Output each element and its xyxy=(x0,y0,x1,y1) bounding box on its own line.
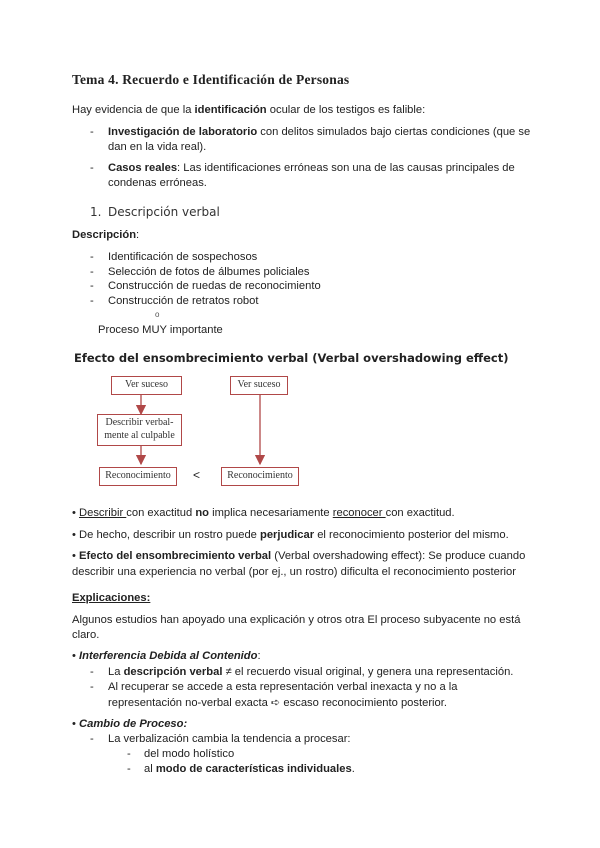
list-dash: - xyxy=(90,681,94,693)
list-dash: - xyxy=(90,251,94,263)
sub-list-dash: - xyxy=(127,763,131,775)
list-dash: - xyxy=(90,162,94,174)
desc-item: Construcción de retratos robot xyxy=(108,295,259,307)
interferencia-item-2: Al recuperar se accede a esta representación verbal inexacta y no a la xyxy=(108,681,458,693)
desc-item: Construcción de ruedas de reconocimiento xyxy=(108,280,321,292)
descripcion-heading: Descripción: xyxy=(72,229,140,241)
box-describir-line1: Describir verbal- xyxy=(105,417,174,428)
evidence-item-real-cont: condenas erróneas. xyxy=(108,177,207,189)
box-reconocimiento-left: Reconocimiento xyxy=(99,467,177,486)
bullet-efecto: • Efecto del ensombrecimiento verbal (Verbal overshadowing effect): Se produce cuando xyxy=(72,550,526,562)
evidence-item-lab-cont: dan en la vida real). xyxy=(108,141,207,153)
sub-bullet-marker: o xyxy=(155,310,160,319)
explicaciones-heading: Explicaciones: xyxy=(72,592,151,604)
box-describir-line2: mente al culpable xyxy=(104,429,175,441)
list-dash: - xyxy=(90,666,94,678)
cambio-sub-item-2: al modo de características individuales. xyxy=(144,763,355,775)
evidence-item-lab: Investigación de laboratorio con delitos simulados bajo ciertas condiciones (que se xyxy=(108,126,531,138)
box-describir xyxy=(97,414,182,446)
page-title: Tema 4. Recuerdo e Identificación de Personas xyxy=(72,72,350,87)
box-reconocimiento-right: Reconocimiento xyxy=(221,467,299,486)
important-note: Proceso MUY importante xyxy=(98,324,223,336)
comparison-symbol: < xyxy=(193,468,201,482)
desc-item: Selección de fotos de álbumes policiales xyxy=(108,266,310,278)
list-dash: - xyxy=(90,266,94,278)
box-ver-suceso-left: Ver suceso xyxy=(111,376,182,395)
intro-paragraph: Hay evidencia de que la identificación ocular de los testigos es falible: xyxy=(72,104,426,116)
bullet-efecto-cont: describir una experiencia no verbal (por ej., un rostro) dificulta el reconocimiento posterior xyxy=(72,566,516,578)
sub-list-dash: - xyxy=(127,748,131,760)
interferencia-item-1: La descripción verbal ≠ el recuerdo visual original, y genera una representación. xyxy=(108,666,514,678)
list-dash: - xyxy=(90,295,94,307)
desc-item: Identificación de sospechosos xyxy=(108,251,258,263)
section-title: Descripción verbal xyxy=(108,205,220,219)
interferencia-item-2-cont: representación no-verbal exacta ➪ escaso reconocimiento posterior. xyxy=(108,697,447,709)
box-ver-suceso-right: Ver suceso xyxy=(230,376,288,395)
section-number: 1. xyxy=(90,205,102,219)
evidence-item-real: Casos reales: Las identificaciones erróneas son una de las causas principales de xyxy=(108,162,515,174)
bullet-describir: • Describir con exactitud no implica necesariamente reconocer con exactitud. xyxy=(72,507,455,519)
interferencia-heading: • Interferencia Debida al Contenido: xyxy=(72,650,261,662)
list-dash: - xyxy=(90,280,94,292)
list-dash: - xyxy=(90,126,94,138)
list-dash: - xyxy=(90,733,94,745)
explicaciones-text: Algunos estudios han apoyado una explicación y otros otra El proceso subyacente no está xyxy=(72,614,521,626)
cambio-item: La verbalización cambia la tendencia a procesar: xyxy=(108,733,351,745)
explicaciones-text-cont: claro. xyxy=(72,629,100,641)
effect-heading: Efecto del ensombrecimiento verbal (Verbal overshadowing effect) xyxy=(74,351,509,365)
bullet-perjudicar: • De hecho, describir un rostro puede perjudicar el reconocimiento posterior del mismo. xyxy=(72,529,509,541)
cambio-heading: • Cambio de Proceso: xyxy=(72,718,188,730)
cambio-sub-item-1: del modo holístico xyxy=(144,748,235,760)
